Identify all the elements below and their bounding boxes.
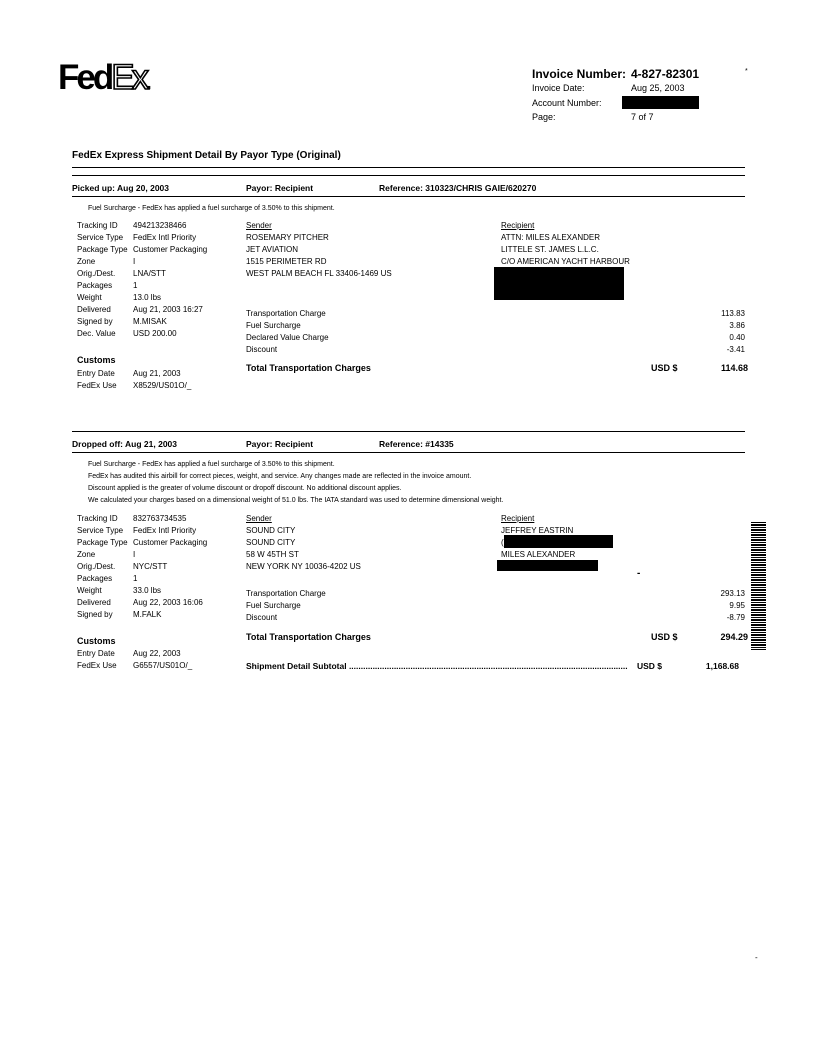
account-number-label: Account Number: xyxy=(532,98,602,108)
subtotal-currency: USD $ xyxy=(637,661,663,671)
customs-heading: Customs xyxy=(77,636,116,646)
charge-label: Discount xyxy=(246,613,278,622)
service-type: FedEx Intl Priority xyxy=(133,233,197,242)
entry-date-label: Entry Date xyxy=(77,369,115,378)
weight: 33.0 lbs xyxy=(133,586,162,595)
invoice-number: 4-827-82301 xyxy=(631,67,700,81)
orig-dest: LNA/STT xyxy=(133,269,166,278)
tracking-id: 494213238466 xyxy=(133,221,187,230)
zone: I xyxy=(133,550,136,559)
charge-amount: 9.95 xyxy=(729,601,745,610)
shipment2-note: Fuel Surcharge - FedEx has applied a fuel surcharge of 3.50% to this shipment. xyxy=(88,461,335,468)
zone: I xyxy=(133,257,136,266)
charge-amount: 0.40 xyxy=(729,333,745,342)
total-currency: USD $ xyxy=(651,632,678,642)
fedex-use: G6557/US01O/_ xyxy=(133,661,193,670)
recipient-label: Recipient xyxy=(501,514,535,523)
recipient-line: JEFFREY EASTRIN xyxy=(501,526,574,535)
page-label: Page: xyxy=(532,112,556,122)
delivered-label: Delivered xyxy=(77,598,111,607)
package-type-label: Package Type xyxy=(77,538,128,547)
shipment1-date: Picked up: Aug 20, 2003 xyxy=(72,183,169,193)
redaction-box xyxy=(622,96,699,109)
divider xyxy=(72,452,745,453)
shipment2-date: Dropped off: Aug 21, 2003 xyxy=(72,439,178,449)
orig-dest: NYC/STT xyxy=(133,562,168,571)
dec-value: USD 200.00 xyxy=(133,329,177,338)
logo-fed: Fed xyxy=(58,58,112,97)
delivered-label: Delivered xyxy=(77,305,111,314)
packages: 1 xyxy=(133,574,138,583)
charge-amount: 293.13 xyxy=(720,589,745,598)
service-type-label: Service Type xyxy=(77,233,124,242)
orig-dest-label: Orig./Dest. xyxy=(77,562,116,571)
sender-line: WEST PALM BEACH FL 33406-1469 US xyxy=(246,269,392,278)
delivered: Aug 21, 2003 16:27 xyxy=(133,305,203,314)
charge-label: Discount xyxy=(246,345,278,354)
charge-label: Declared Value Charge xyxy=(246,333,329,342)
shipment2-reference: Reference: #14335 xyxy=(379,439,454,449)
tracking-id-label: Tracking ID xyxy=(77,221,118,230)
invoice-date: Aug 25, 2003 xyxy=(631,83,685,93)
charge-label: Fuel Surcharge xyxy=(246,601,301,610)
shipment1-note: Fuel Surcharge - FedEx has applied a fuel surcharge of 3.50% to this shipment. xyxy=(88,205,335,212)
weight: 13.0 lbs xyxy=(133,293,162,302)
total-label: Total Transportation Charges xyxy=(246,363,371,373)
redaction-box xyxy=(497,560,598,571)
fedex-logo xyxy=(58,60,149,101)
sender-line: ROSEMARY PITCHER xyxy=(246,233,329,242)
fedex-use-label: FedEx Use xyxy=(77,381,117,390)
packages: 1 xyxy=(133,281,138,290)
logo-ex: Ex xyxy=(111,58,147,97)
invoice-date-label: Invoice Date: xyxy=(532,83,585,93)
charge-amount: -8.79 xyxy=(726,613,745,622)
subtotal-amount: 1,168.68 xyxy=(705,661,739,671)
dec-value-label: Dec. Value xyxy=(77,329,116,338)
shipment2-payor: Payor: Recipient xyxy=(246,439,314,449)
package-type: Customer Packaging xyxy=(133,245,208,254)
customs-heading: Customs xyxy=(77,355,116,365)
redaction-box xyxy=(494,267,624,300)
sender-line: JET AVIATION xyxy=(246,245,299,254)
zone-label: Zone xyxy=(77,550,96,559)
fedex-use: X8529/US01O/_ xyxy=(133,381,192,390)
total-amount: 114.68 xyxy=(720,363,748,373)
shipment2-note: FedEx has audited this airbill for correct pieces, weight, and service. Any changes made are reflected in the invoice amount. xyxy=(88,473,472,480)
orig-dest-label: Orig./Dest. xyxy=(77,269,116,278)
charge-amount: 3.86 xyxy=(729,321,745,330)
weight-label: Weight xyxy=(77,293,102,302)
delivered: Aug 22, 2003 16:06 xyxy=(133,598,203,607)
entry-date: Aug 21, 2003 xyxy=(133,369,181,378)
shipment2-note: Discount applied is the greater of volume discount or dropoff discount. No additional discount applies. xyxy=(88,485,402,492)
stray-dash: - xyxy=(637,568,641,579)
sender-label: Sender xyxy=(246,514,272,523)
recipient-line: MILES ALEXANDER xyxy=(501,550,576,559)
signed-by: M.FALK xyxy=(133,610,162,619)
charge-label: Transportation Charge xyxy=(246,309,326,318)
signed-by-label: Signed by xyxy=(77,317,113,326)
total-amount: 294.29 xyxy=(720,632,748,642)
redaction-box xyxy=(504,535,613,548)
total-currency: USD $ xyxy=(651,363,678,373)
corner-mark: * xyxy=(745,68,748,75)
invoice-number-label: Invoice Number: xyxy=(532,67,627,81)
entry-date: Aug 22, 2003 xyxy=(133,649,181,658)
recipient-label: Recipient xyxy=(501,221,535,230)
sender-line: NEW YORK NY 10036-4202 US xyxy=(246,562,361,571)
signed-by-label: Signed by xyxy=(77,610,113,619)
service-type-label: Service Type xyxy=(77,526,124,535)
total-label: Total Transportation Charges xyxy=(246,632,371,642)
packages-label: Packages xyxy=(77,574,113,583)
sender-line: 58 W 45TH ST xyxy=(246,550,299,559)
entry-date-label: Entry Date xyxy=(77,649,115,658)
shipment2-note: We calculated your charges based on a dimensional weight of 51.0 lbs. The IATA standard was used to determine dimensional weight. xyxy=(88,497,504,504)
weight-label: Weight xyxy=(77,586,102,595)
tracking-id: 832763734535 xyxy=(133,514,187,523)
subtotal-label: Shipment Detail Subtotal ...................................................................................................................... xyxy=(246,661,628,671)
sender-line: 1515 PERIMETER RD xyxy=(246,257,327,266)
footer-mark: - xyxy=(755,953,758,962)
fedex-use-label: FedEx Use xyxy=(77,661,117,670)
package-type: Customer Packaging xyxy=(133,538,208,547)
signed-by: M.MISAK xyxy=(133,317,167,326)
recipient-line: LITTELE ST. JAMES L.L.C. xyxy=(501,245,599,254)
logo-dot: . xyxy=(146,72,149,94)
charge-label: Transportation Charge xyxy=(246,589,326,598)
divider xyxy=(72,175,745,176)
zone-label: Zone xyxy=(77,257,96,266)
charge-label: Fuel Surcharge xyxy=(246,321,301,330)
recipient-line: C/O AMERICAN YACHT HARBOUR xyxy=(501,257,630,266)
packages-label: Packages xyxy=(77,281,113,290)
barcode xyxy=(751,522,766,650)
charge-amount: 113.83 xyxy=(721,309,745,318)
shipment1-payor: Payor: Recipient xyxy=(246,183,314,193)
divider xyxy=(72,196,745,197)
divider xyxy=(72,431,745,432)
recipient-line: ( xyxy=(501,538,504,547)
sender-label: Sender xyxy=(246,221,272,230)
recipient-line: ATTN: MILES ALEXANDER xyxy=(501,233,600,242)
tracking-id-label: Tracking ID xyxy=(77,514,118,523)
package-type-label: Package Type xyxy=(77,245,128,254)
service-type: FedEx Intl Priority xyxy=(133,526,197,535)
divider xyxy=(72,167,745,168)
page-value: 7 of 7 xyxy=(631,112,654,122)
sender-line: SOUND CITY xyxy=(246,526,296,535)
shipment1-reference: Reference: 310323/CHRIS GAIE/620270 xyxy=(379,183,537,193)
page-title: FedEx Express Shipment Detail By Payor Type (Original) xyxy=(72,150,341,161)
sender-line: SOUND CITY xyxy=(246,538,296,547)
charge-amount: -3.41 xyxy=(726,345,745,354)
